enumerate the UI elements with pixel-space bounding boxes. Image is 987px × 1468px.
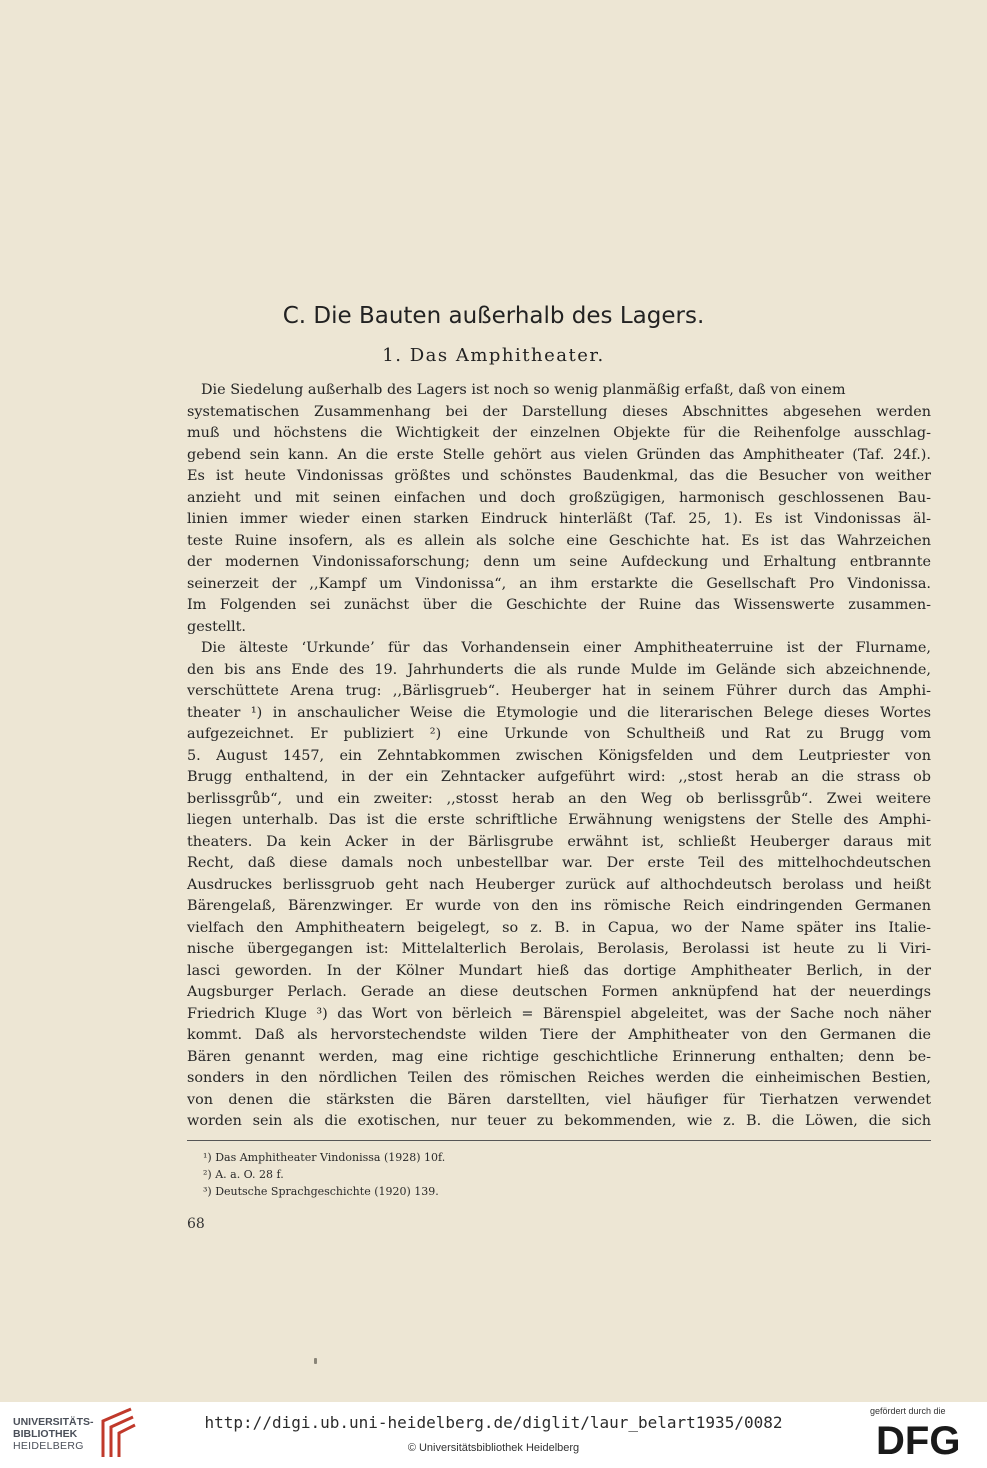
text-line: Die Siedelung außerhalb des Lagers ist noch so wenig planmäßig erfaßt, daß von einem — [201, 382, 846, 398]
chapter-title: C. Die Bauten außerhalb des Lagers. — [282, 303, 705, 329]
text-line: Ausdruckes berlissgruob geht nach Heuberger zurück auf althochdeutsch berolass und heißt — [187, 876, 931, 893]
text-line: kommt. Daß als hervorstechendste wilden Tiere der Amphitheater von den Germanen die — [187, 1027, 931, 1043]
funding-label: gefördert durch die — [870, 1406, 946, 1416]
text-line: worden sein als die exotischen, nur teuer zu bekommenden, wie z. B. die Löwen, die sich — [187, 1113, 931, 1129]
footer-bar — [0, 1402, 987, 1468]
text-line: von denen die stärksten die Bären darstellten, viel häufiger für Tierhatzen verwendet — [187, 1091, 931, 1108]
text-line: Es ist heute Vindonissas größtes und schönstes Baudenkmal, das die Besucher von weither — [187, 468, 931, 484]
text-line: Recht, daß diese damals noch unbestellbar war. Der erste Teil des mittelhochdeutschen — [187, 855, 931, 871]
text-line: Bärengelaß, Bärenzwinger. Er wurde von den ins römische Reich eindringenden Germanen — [187, 898, 931, 914]
text-line: systematischen Zusammenhang bei der Darstellung dieses Abschnittes abgesehen werden — [187, 403, 931, 420]
text-line: Die älteste ‘Urkunde’ für das Vorhandensein einer Amphitheaterruine ist der Flurname, — [201, 640, 931, 656]
dfg-logo-text: DFG — [876, 1419, 961, 1459]
text-line: der modernen Vindonissaforschung; denn um seine Aufdeckung und Erhaltung entbrannte — [187, 554, 931, 570]
footnote-1: ¹) Das Amphitheater Vindonissa (1928) 10f. — [203, 1151, 446, 1164]
text-line: liegen unterhalb. Das ist die erste schriftliche Erwähnung wenigstens der Stelle des Amphi- — [187, 812, 931, 828]
copyright-notice: © Universitätsbibliothek Heidelberg — [407, 1442, 580, 1454]
text-line: verschüttete Arena trug: ,,Bärlisgrueb“. Heuberger hat in seinem Führer durch das Amphi- — [187, 683, 931, 699]
text-line: Bären genannt werden, mag eine richtige geschichtliche Erinnerung enthalten; denn be- — [187, 1048, 931, 1065]
text-line: Friedrich Kluge ³) das Wort von bërleich = Bärenspiel abgeleitet, was der Sache noch näher — [187, 1005, 931, 1022]
text-line: anzieht und mit seinen einfachen und doch großzügigen, harmonisch geschlossenen Bau- — [187, 489, 931, 506]
text-line: sonders in den nördlichen Teilen des römischen Reiches werden die einheimischen Bestien, — [187, 1070, 931, 1086]
text-line: seinerzeit der ,,Kampf um Vindonissa“, an ihm erstarkte die Gesellschaft Pro Vindonissa. — [187, 575, 931, 592]
text-line: den bis ans Ende des 19. Jahrhunderts die als runde Mulde im Gelände sich abzeichnende, — [187, 661, 931, 678]
text-line: nische übergegangen ist: Mittelalterlich Berolais, Berolasis, Berolassi ist heute zu li Viri- — [187, 941, 931, 957]
paper-speck — [314, 1358, 317, 1364]
dfg-logo — [876, 1419, 976, 1459]
library-line-1: UNIVERSITÄTS- — [13, 1416, 94, 1428]
text-line: Augsburger Perlach. Gerade an diese deutschen Formen anknüpfend hat der neuerdings — [187, 984, 931, 1000]
text-line: gebend sein kann. An die erste Stelle gehört aus vielen Gründen das Amphitheater (Taf. 24f.). — [187, 446, 931, 463]
library-line-3: HEIDELBERG — [13, 1440, 84, 1452]
text-line: gestellt. — [187, 618, 246, 635]
text-line: aufgezeichnet. Er publiziert ²) eine Urkunde von Schultheiß und Rat zu Brugg vom — [187, 726, 931, 742]
text-line: Im Folgenden sei zunächst über die Geschichte der Ruine das Wissenswerte zusammen- — [187, 597, 931, 613]
footnote-3: ³) Deutsche Sprachgeschichte (1920) 139. — [203, 1185, 439, 1198]
footnote-divider — [187, 1140, 931, 1141]
text-line: teste Ruine insofern, als es allein als solche eine Geschichte hat. Es ist das Wahrzeichen — [187, 532, 931, 549]
permalink[interactable]: http://digi.ub.uni-heidelberg.de/diglit/laur_belart1935/0082 — [204, 1413, 783, 1432]
text-line: linien immer wieder einen starken Eindruck hinterläßt (Taf. 25, 1). Es ist Vindonissas äl- — [187, 511, 931, 527]
text-line: theaters. Da kein Acker in der Bärlisgrube erwähnt ist, schließt Heuberger daraus mit — [187, 833, 931, 850]
body-text — [187, 380, 931, 1133]
text-line: 5. August 1457, ein Zehntabkommen zwischen Königsfelden und dem Leutpriester von — [187, 747, 931, 764]
page-number: 68 — [187, 1216, 205, 1232]
section-title: 1. Das Amphitheater. — [382, 345, 605, 366]
text-line: lasci geworden. In der Kölner Mundart hieß das dortige Amphitheater Berlich, in der — [187, 962, 931, 979]
text-line: theater ¹) in anschaulicher Weise die Etymologie und die literarischen Belege dieses Wortes — [187, 704, 931, 721]
text-line: vielfach den Amphitheatern beigelegt, so z. B. in Capua, wo der Name später ins Italie- — [187, 919, 931, 936]
footnotes — [203, 1149, 445, 1200]
library-line-2: BIBLIOTHEK — [13, 1428, 78, 1440]
footnote-2: ²) A. a. O. 28 f. — [203, 1168, 284, 1181]
text-line: berlissgrůb“, und ein zweiter: ,,stosst herab an den Weg ob berlissgrůb“. Zwei weitere — [187, 790, 931, 807]
text-line: Brugg enthaltend, in der ein Zehntacker aufgeführt wird: ,,stost herab an die strass ob — [187, 769, 931, 785]
text-line: muß und höchstens die Wichtigkeit der einzelnen Objekte für die Reihenfolge ausschlag- — [187, 425, 931, 441]
